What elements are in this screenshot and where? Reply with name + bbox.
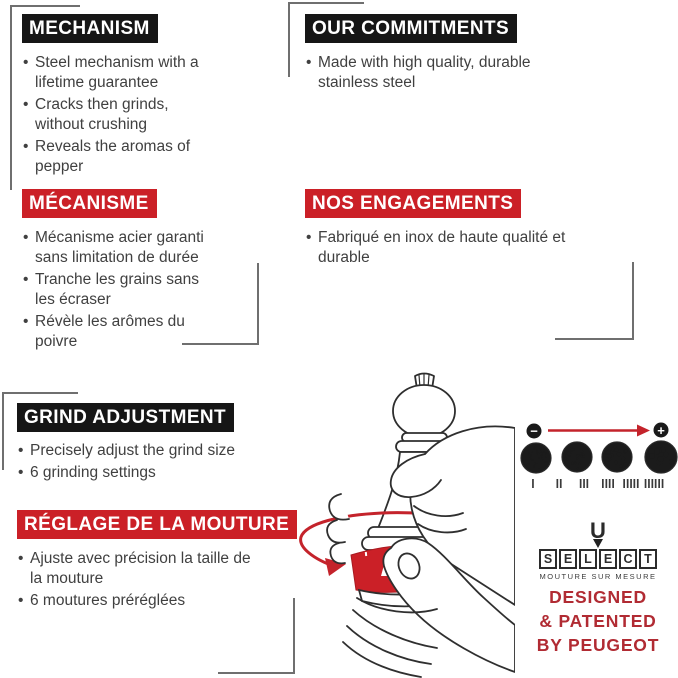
section-title: GRIND ADJUSTMENT <box>17 403 234 432</box>
grind-settings-ticks <box>532 479 663 488</box>
bullet-list <box>17 549 265 611</box>
bullet-list <box>22 53 204 177</box>
svg-text:−: − <box>530 423 538 439</box>
logo-u-glyph: U <box>590 518 606 543</box>
coarse-grind-icon <box>645 441 677 473</box>
bullet-item: • Made with high quality, durable stainless steel <box>305 53 557 93</box>
uselect-logo <box>538 518 658 581</box>
bullet-item: • Ajuste avec précision la taille de la mouture <box>17 549 265 589</box>
footer-line: & PATENTED <box>539 611 657 631</box>
section-mechanism-fr <box>22 189 216 354</box>
logo-select-letters <box>538 549 658 569</box>
section-commitments-fr <box>305 189 601 270</box>
section-grind-en <box>17 403 295 485</box>
mill-head <box>393 385 455 437</box>
grind-size-scale <box>498 412 678 500</box>
coarseness-arrow-icon <box>548 425 650 437</box>
section-title: MÉCANISME <box>22 189 157 218</box>
section-title: NOS ENGAGEMENTS <box>305 189 521 218</box>
logo-tagline: MOUTURE SUR MESURE <box>539 572 657 581</box>
section-grind-fr <box>17 510 297 613</box>
section-title: RÉGLAGE DE LA MOUTURE <box>17 510 297 539</box>
designed-by-peugeot <box>518 585 678 657</box>
fine-grind-icon <box>521 443 551 473</box>
logo-letter: T <box>639 549 657 569</box>
pepper-mill-illustration <box>285 370 515 678</box>
minus-icon <box>527 424 542 439</box>
bullet-list <box>22 228 216 352</box>
section-title: MECHANISM <box>22 14 158 43</box>
svg-text:+: + <box>657 423 665 438</box>
bracket-bottom-right-commitments <box>555 262 634 340</box>
bullet-item: • Steel mechanism with a lifetime guarantee <box>22 53 204 93</box>
logo-letter: E <box>559 549 577 569</box>
medium-coarse-grind-icon <box>602 442 632 472</box>
section-mechanism-en <box>22 14 204 179</box>
bullet-list <box>17 441 295 483</box>
bullet-list <box>305 53 557 93</box>
logo-letter: E <box>599 549 617 569</box>
logo-letter: C <box>619 549 637 569</box>
bullet-item: • Révèle les arômes du poivre <box>22 312 216 352</box>
bullet-item: • Reveals the aromas of pepper <box>22 137 204 177</box>
footer-line: BY PEUGEOT <box>536 635 660 655</box>
footer-line: DESIGNED <box>549 587 647 607</box>
bullet-item: • 6 moutures préréglées <box>17 591 265 611</box>
section-title: OUR COMMITMENTS <box>305 14 517 43</box>
plus-icon <box>654 423 669 439</box>
section-commitments-en <box>305 14 557 95</box>
bullet-item: • Tranche les grains sans les écraser <box>22 270 216 310</box>
logo-letter: L <box>579 549 597 569</box>
bullet-item: • 6 grinding settings <box>17 463 295 483</box>
bullet-item: • Precisely adjust the grind size <box>17 441 295 461</box>
bullet-item: • Fabriqué en inox de haute qualité et durable <box>305 228 601 268</box>
logo-letter: S <box>539 549 557 569</box>
bullet-list <box>305 228 601 268</box>
medium-fine-grind-icon <box>562 442 592 472</box>
bullet-item: • Mécanisme acier garanti sans limitation de durée <box>22 228 216 268</box>
hand-illustration <box>327 426 515 677</box>
bullet-item: • Cracks then grinds, without crushing <box>22 95 204 135</box>
